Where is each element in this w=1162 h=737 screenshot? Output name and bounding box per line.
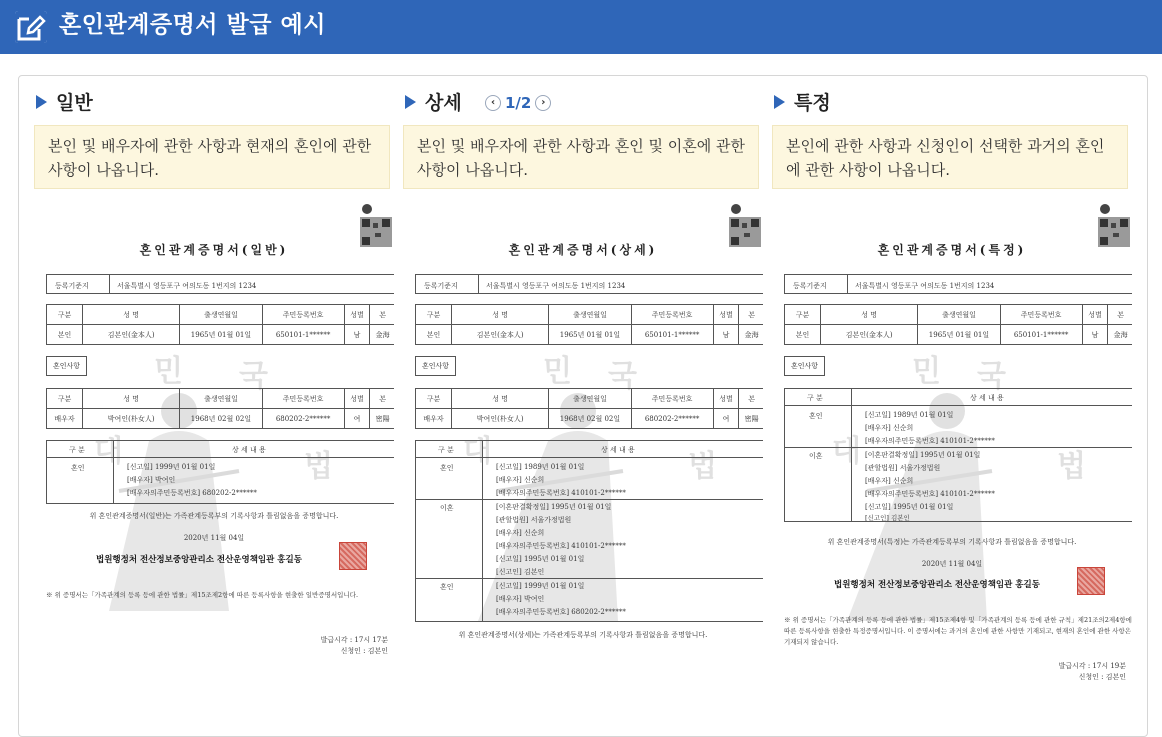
issuer-name: 법원행정처 전산정보중앙관리소 전산운영책임관 홍길동 (834, 580, 1040, 590)
column-description: 본인에 관한 사항과 신청인이 선택한 과거의 혼인에 관한 사항이 나옵니다. (772, 125, 1128, 189)
certification-text: 위 혼인관계증명서(상세)는 가족관계등록부의 기록사항과 틀림없음을 증명합니다. (458, 631, 708, 639)
certificate-title: 혼인관계증명서(상세) (508, 243, 658, 257)
column-title: 일반 (36, 88, 93, 118)
detail-table: 구 분 상 세 내 용 혼인 [신고일] 1989년 01월 01일 [배우자] 신순희 [배우자의주민등록번호] 410101-2****** 이혼 [이혼판결확정일] 1995년 01월 01일 [관할법원] 서울가정법원 [배우자] 신순희 [배우자의주민등록번호] 410101-2****** [신고일] 1995년 01월 01일 [신고인] 김본인 (784, 388, 1132, 522)
registration-box: 등록기준지 서울특별시 영등포구 여의도동 1번지의 1234 (415, 274, 763, 294)
spouse-table: 구분 성 명 출생연월일 주민등록번호 성별 본 배우자 박여인(朴女人) 1968년 02월 02일 680202-2****** 여 密陽 (415, 388, 763, 429)
certificate-title: 혼인관계증명서(특정) (877, 243, 1027, 257)
certification-text: 위 혼인관계증명서(일반)는 가족관계등록부의 기록사항과 틀림없음을 증명합니다. (89, 512, 339, 520)
person-table: 구분 성 명 출생연월일 주민등록번호 성별 본 본인 김본인(金本人) 1965년 01월 01일 650101-1****** 남 金海 (784, 304, 1132, 345)
chevron-right-icon[interactable]: › (535, 95, 551, 111)
detail-table: 구 분 상 세 내 용 혼인 [신고일] 1989년 01월 01일 [배우자] 신순희 [배우자의주민등록번호] 410101-2****** 이혼 [이혼판결확정일] 1995년 01월 01일 [관할법원] 서울가정법원 [배우자] 신순희 [배우자의주민등록번호] 410101-2****** [신고일] 1995년 01월 01일 [신고인] 김본인 혼인 [신고일] 1999년 01월 01일 [배우자] 박여인 [배우자의주민등록번호] 680202-2****** (415, 440, 763, 622)
spouse-table: 구분 성 명 출생연월일 주민등록번호 성별 본 배우자 박여인(朴女人) 1968년 02월 02일 680202-2****** 여 密陽 (46, 388, 394, 429)
certificate-specific: 민 국 대 법 혼인관계증명서(특정) 등록기준지 서울특별시 영등포구 여의도동 1번지의 1234 구분 성 명 출생연월일 주민등록번호 성별 본 본인 김본인(金本人) 1965년 01월 01일 650101-1****** 남 金海 혼인사항 구 분 상 세 내 용 혼인 [신고일] 1989년 01월 01일 [배우자] 신순희 [배우자의주민등록번호] 410101-2****** 이혼 [이혼판결확정일] 1995년 01월 01일 [관할법원] 서울가정법원 [배우자] 신순희 [배우자의주민등록번호] 410101-2****** [신고일] 1995년 01월 01일 [신고인] 김본인 위 혼인관계증명서(특정)는 가족관계등록부의 기록사항과 틀림없음을 증명합니다. 2020년 11월 04일 법원행정처 전산정보중앙관리소 전산운영책임관 홍길동 ※ 위 증명서는「가족관계의 등록 등에 관한 법률」제15조제4항 및「가족관계의 등록 등에 관한 규칙」제21조의2제4항에 따른 등록사항을 현출한 특정증명서입니다. 이 증명서에는 과거의 혼인에 관한 사항만 기재되고, 현재의 혼인에 관한 사항은 기재되지 않습니다. 발급시각 : 17시 19분 신청인 : 김본인 (772, 201, 1132, 736)
marriage-section-label: 혼인사항 (415, 356, 456, 376)
detail-table: 구 분 상 세 내 용 혼인 [신고일] 1999년 01월 01일 [배우자] 박여인 [배우자의주민등록번호] 680202-2****** (46, 440, 394, 504)
edit-icon (15, 11, 47, 43)
issue-time: 발급시각 : 17시 17분 (320, 636, 388, 644)
certification-text: 위 혼인관계증명서(특정)는 가족관계등록부의 기록사항과 틀림없음을 증명합니다. (827, 538, 1077, 546)
certificate-title: 혼인관계증명서(일반) (139, 243, 289, 257)
pager (481, 93, 555, 113)
issue-date: 2020년 11월 04일 (921, 560, 983, 568)
triangle-icon (774, 95, 785, 109)
column-detailed (403, 76, 763, 736)
official-seal (1077, 567, 1105, 595)
applicant: 신청인 : 김본인 (340, 647, 388, 655)
column-title: 특정 (774, 88, 831, 118)
certificate-note: ※ 위 증명서는「가족관계의 등록 등에 관한 법률」제15조제2항에 따른 등록사항을 현출한 일반증명서입니다. (46, 591, 359, 599)
page-title: 혼인관계증명서 발급 예시 (59, 12, 326, 38)
chevron-left-icon[interactable]: ‹ (485, 95, 501, 111)
issuer-name: 법원행정처 전산정보중앙관리소 전산운영책임관 홍길동 (96, 555, 302, 565)
person-table: 구분 성 명 출생연월일 주민등록번호 성별 본 본인 김본인(金本人) 1965년 01월 01일 650101-1****** 남 金海 (46, 304, 394, 345)
registration-box: 등록기준지 서울특별시 영등포구 여의도동 1번지의 1234 (784, 274, 1132, 294)
registration-box: 등록기준지 서울특별시 영등포구 여의도동 1번지의 1234 (46, 274, 394, 294)
page-indicator: 1/2 (505, 94, 532, 112)
column-title: 상세 (405, 88, 462, 118)
person-table: 구분 성 명 출생연월일 주민등록번호 성별 본 본인 김본인(金本人) 1965년 01월 01일 650101-1****** 남 金海 (415, 304, 763, 345)
applicant: 신청인 : 김본인 (1078, 673, 1126, 681)
column-description: 본인 및 배우자에 관한 사항과 혼인 및 이혼에 관한 사항이 나옵니다. (403, 125, 759, 189)
triangle-icon (36, 95, 47, 109)
examples-panel (18, 75, 1148, 737)
column-specific (772, 76, 1132, 736)
column-description: 본인 및 배우자에 관한 사항과 현재의 혼인에 관한 사항이 나옵니다. (34, 125, 390, 189)
column-general (34, 76, 394, 736)
issue-time: 발급시각 : 17시 19분 (1058, 662, 1126, 670)
certificate-general: 민 국 대 법 혼인관계증명서(일반) 등록기준지 서울특별시 영등포구 여의도동 1번지의 1234 구분 성 명 출생연월일 주민등록번호 성별 본 본인 김본인(金本人) 1965년 01월 01일 650101-1****** 남 金海 혼인사항 구분 성 명 출생연월일 주민등록번호 성별 본 배우자 박여인(朴女人) 1968년 02월 02일 680202-2****** 여 密陽 구 분 상 세 내 용 혼인 [신고일] 1999년 01월 01일 [배우자] 박여인 [배우자의주민등록번호] 680202-2****** 위 혼인관계증명서(일반)는 가족관계등록부의 기록사항과 틀림없음을 증명합니다. 2020년 11월 04일 법원행정처 전산정보중앙관리소 전산운영책임관 홍길동 ※ 위 증명서는「가족관계의 등록 등에 관한 법률」제15조제2항에 따른 등록사항을 현출한 일반증명서입니다. 발급시각 : 17시 17분 신청인 : 김본인 (34, 201, 394, 736)
triangle-icon (405, 95, 416, 109)
certificate-detailed: 민 국 대 법 혼인관계증명서(상세) 등록기준지 서울특별시 영등포구 여의도동 1번지의 1234 구분 성 명 출생연월일 주민등록번호 성별 본 본인 김본인(金本人) 1965년 01월 01일 650101-1****** 남 金海 혼인사항 구분 성 명 출생연월일 주민등록번호 성별 본 배우자 박여인(朴女人) 1968년 02월 02일 680202-2****** 여 密陽 구 분 상 세 내 용 혼인 [신고일] 1989년 01월 01일 [배우자] 신순희 [배우자의주민등록번호] 410101-2****** 이혼 [이혼판결확정일] 1995년 01월 01일 [관할법원] 서울가정법원 [배우자] 신순희 [배우자의주민등록번호] 410101-2****** [신고일] 1995년 01월 01일 [신고인] 김본인 혼인 [신고일] 1999년 01월 01일 [배우자] 박여인 [배우자의주민등록번호] 680202-2****** 위 혼인관계증명서(상세)는 가족관계등록부의 기록사항과 틀림없음을 증명합니다. (403, 201, 763, 736)
page-header (0, 0, 1162, 54)
official-seal (339, 542, 367, 570)
marriage-section-label: 혼인사항 (46, 356, 87, 376)
certificate-note: ※ 위 증명서는「가족관계의 등록 등에 관한 법률」제15조제4항 및「가족관계의 등록 등에 관한 규칙」제21조의2제4항에 따른 등록사항을 현출한 특정증명서입니다. 이 증명서에는 과거의 혼인에 관한 사항만 기재되고, 현재의 혼인에 관한 사항은 기재되지 않습니다. (784, 616, 1132, 646)
marriage-section-label: 혼인사항 (784, 356, 825, 376)
issue-date: 2020년 11월 04일 (183, 534, 245, 542)
